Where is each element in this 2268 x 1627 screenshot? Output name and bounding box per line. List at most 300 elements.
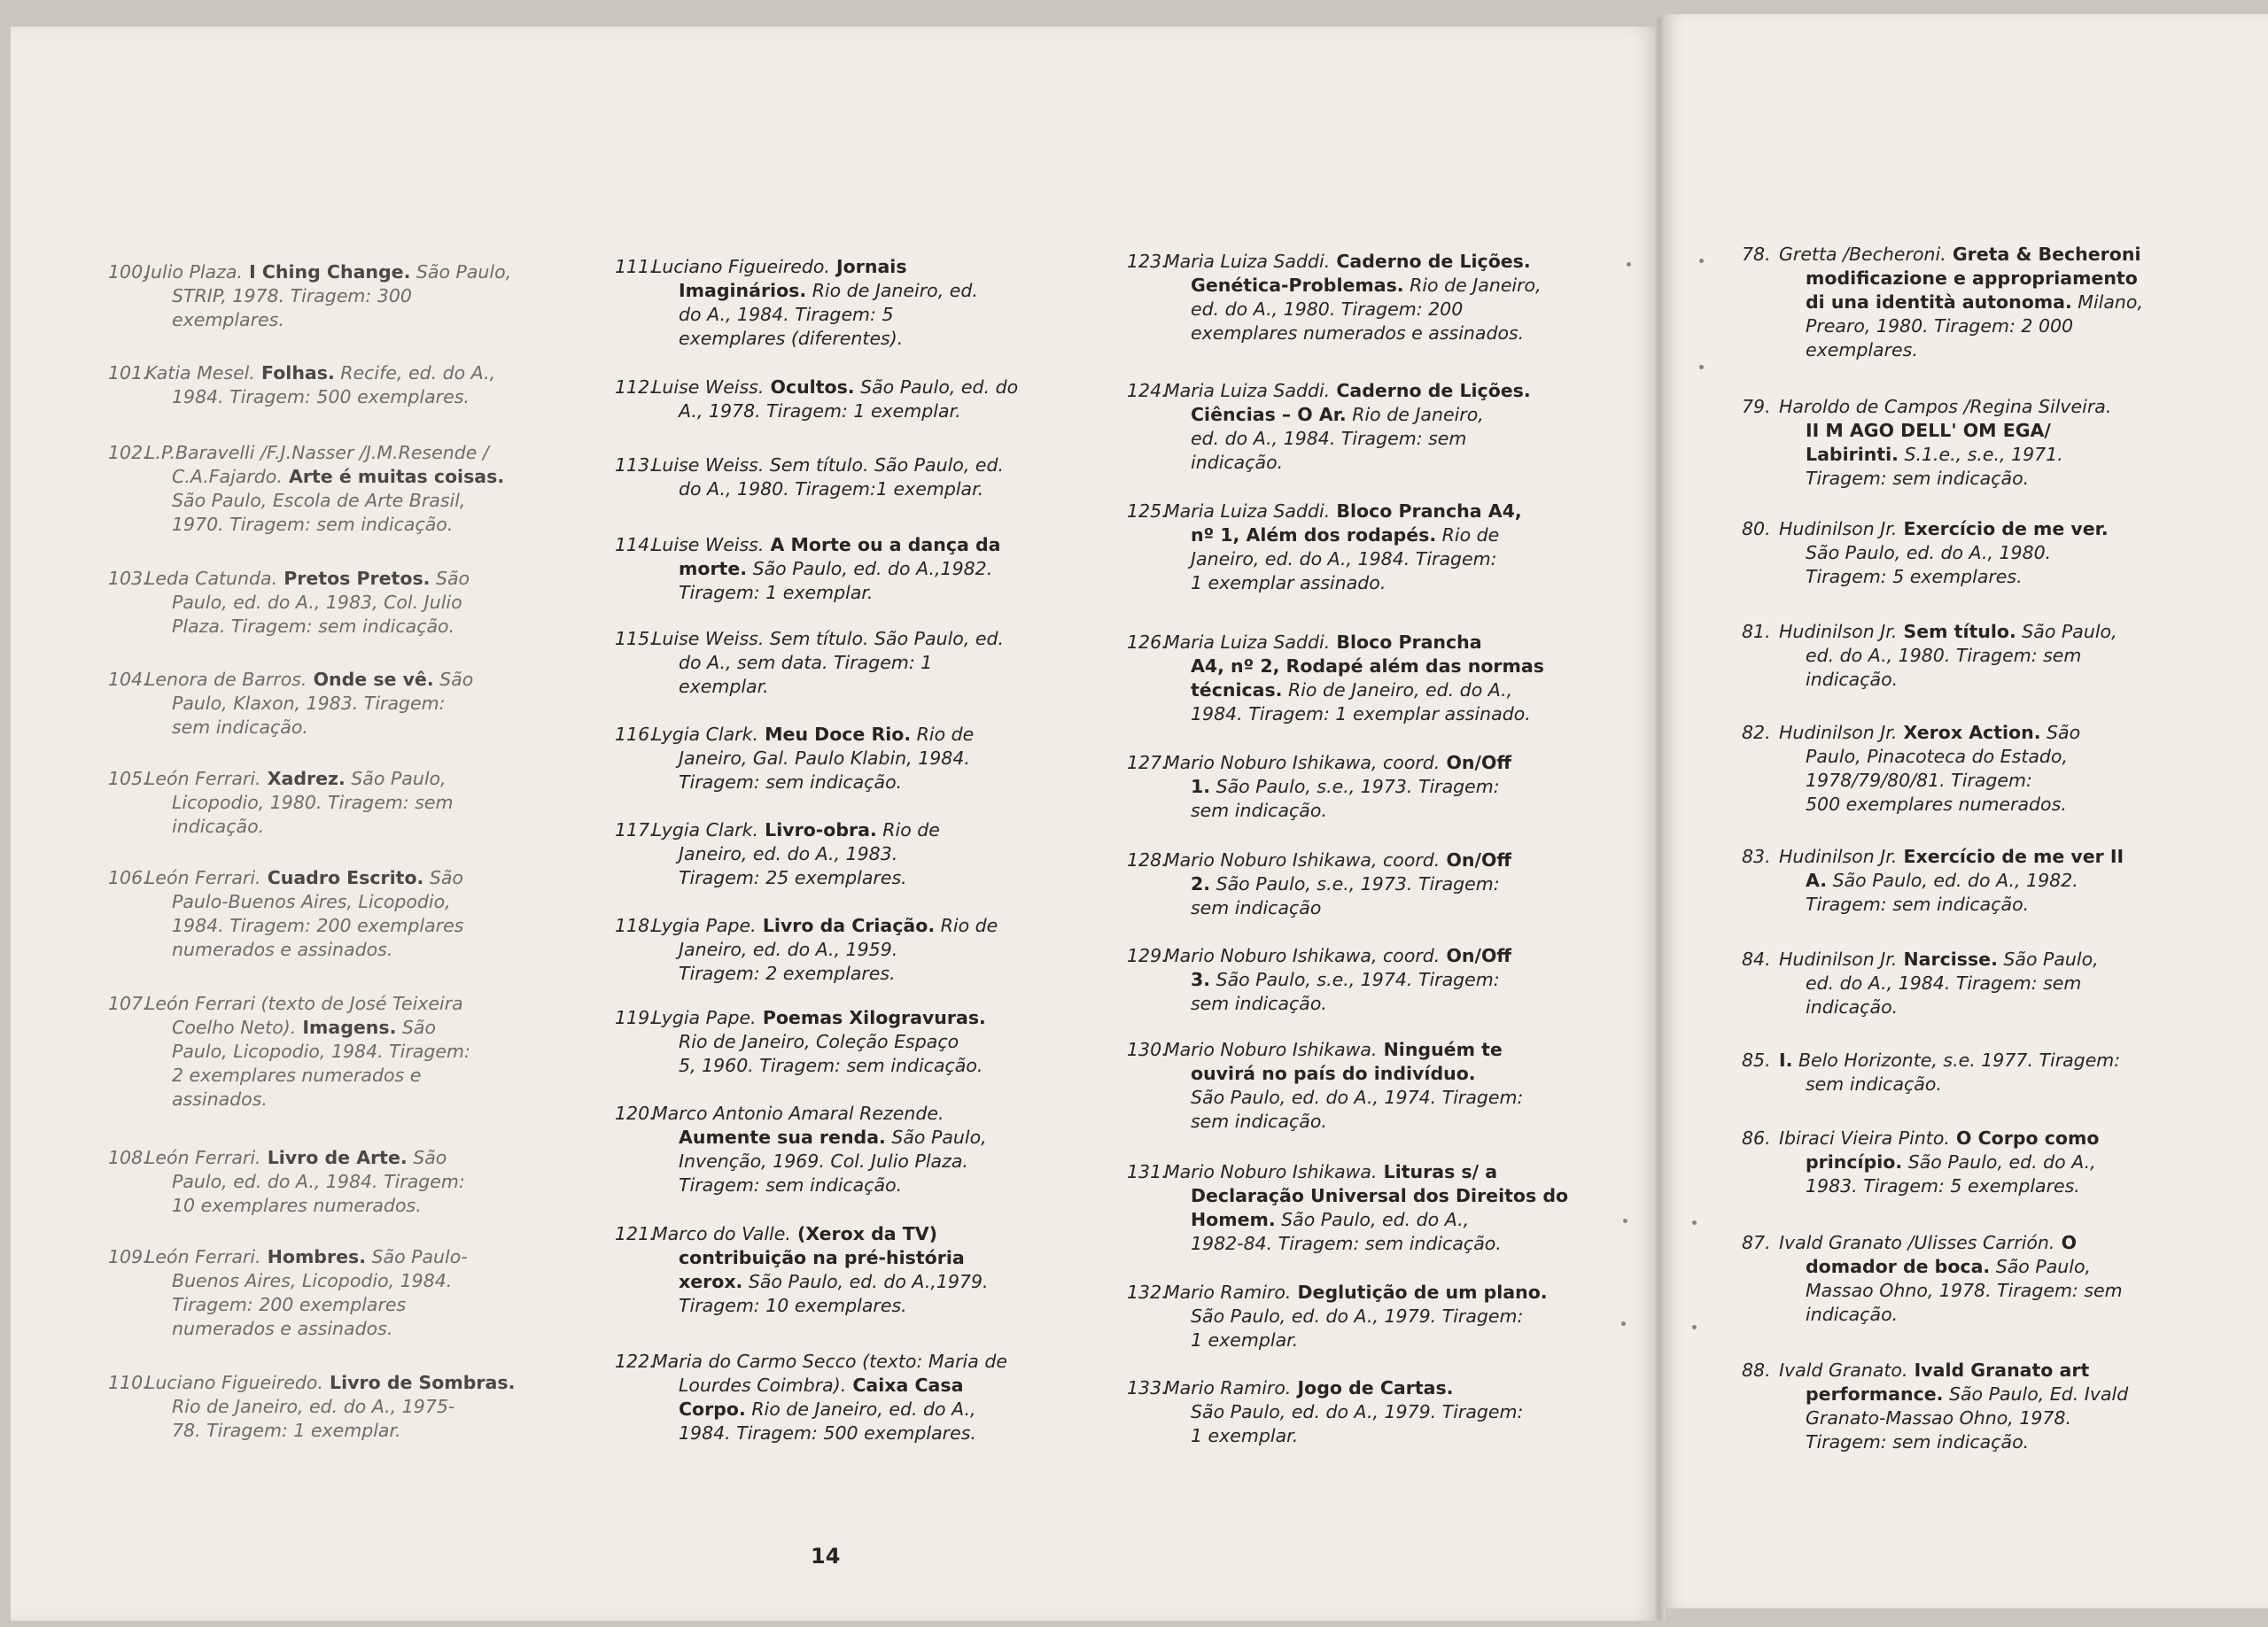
entry-detail: exemplares numerados e assinados. bbox=[1191, 322, 1525, 344]
entry-number: 125. bbox=[1127, 500, 1168, 522]
entry-text bbox=[652, 627, 1004, 699]
entry-line bbox=[145, 361, 495, 385]
entry-line bbox=[1164, 1086, 1523, 1110]
entry-detail: Janeiro, ed. do A., 1959. bbox=[679, 939, 898, 960]
entry-line bbox=[145, 692, 473, 716]
entry-line bbox=[652, 1126, 987, 1150]
entry-text bbox=[145, 1371, 515, 1443]
entry-line bbox=[652, 651, 1004, 675]
entry-number: 80. bbox=[1742, 518, 1771, 539]
entry-detail: Ivald Granato. bbox=[1779, 1360, 1908, 1381]
entry-detail: A., 1978. Tiragem: 1 exemplar. bbox=[679, 400, 961, 422]
entry-detail: Luise Weiss. bbox=[652, 534, 765, 555]
entry-detail: Haroldo de Campos /Regina Silveira. bbox=[1779, 396, 2112, 417]
entry-text bbox=[1164, 250, 1542, 345]
entry-detail: ed. do A., 1984. Tiragem: sem bbox=[1191, 428, 1467, 449]
entry-line bbox=[145, 1040, 470, 1064]
entry-text bbox=[1164, 1160, 1568, 1256]
entry-line bbox=[145, 284, 511, 308]
entry-text bbox=[1779, 1049, 2120, 1096]
entry-detail: numerados e assinados. bbox=[172, 939, 393, 960]
entry-detail: Rio de Janeiro, Coleção Espaço bbox=[679, 1031, 959, 1052]
entry-line bbox=[145, 716, 473, 740]
entry-detail: Plaza. Tiragem: sem indicação. bbox=[172, 616, 455, 637]
entry-detail: Luise Weiss. Sem título. São Paulo, ed. bbox=[652, 454, 1004, 476]
entry-detail: 1982-84. Tiragem: sem indicação. bbox=[1191, 1233, 1502, 1254]
entry-line bbox=[1779, 1073, 2120, 1096]
bibliography-entry bbox=[108, 767, 453, 839]
entry-detail: Lygia Clark. bbox=[652, 724, 758, 745]
entry-detail: São Paulo, bbox=[885, 1127, 987, 1148]
entry-detail: Rio de Janeiro, ed. bbox=[806, 280, 978, 301]
entry-title: On/Off bbox=[1440, 849, 1512, 871]
entry-line bbox=[652, 1246, 989, 1270]
entry-title: Exercício de me ver II bbox=[1897, 846, 2124, 867]
entry-title: performance. bbox=[1806, 1383, 1944, 1405]
bibliography-entry bbox=[1127, 631, 1544, 726]
bibliography-entry bbox=[108, 567, 470, 639]
entry-detail: São Paulo, s.e., 1973. Tiragem: bbox=[1210, 873, 1500, 895]
entry-line bbox=[1164, 1062, 1523, 1086]
entry-line bbox=[1779, 1430, 2128, 1454]
entry-number: 113. bbox=[615, 454, 656, 476]
entry-detail: León Ferrari. bbox=[145, 1147, 261, 1168]
entry-line bbox=[1779, 1127, 2099, 1151]
entry-line bbox=[1779, 1231, 2123, 1255]
entry-detail: ed. do A., 1980. Tiragem: sem bbox=[1806, 645, 2082, 666]
entry-title: Livro de Sombras. bbox=[322, 1372, 516, 1393]
entry-line bbox=[1164, 403, 1531, 427]
entry-detail: Mario Ramiro. bbox=[1164, 1377, 1292, 1398]
entry-line bbox=[1164, 775, 1511, 799]
bibliography-entry bbox=[1742, 1049, 2120, 1096]
bibliography-entry bbox=[1127, 848, 1511, 920]
entry-line bbox=[145, 914, 463, 938]
entry-text bbox=[145, 866, 463, 962]
entry-title: domador de boca. bbox=[1806, 1256, 1991, 1277]
entry-text bbox=[145, 767, 453, 839]
entry-number: 88. bbox=[1742, 1360, 1771, 1381]
bibliography-entry bbox=[108, 1371, 515, 1443]
entry-detail: indicação. bbox=[1191, 452, 1284, 473]
entry-detail: Tiragem: 10 exemplares. bbox=[679, 1295, 907, 1316]
entry-detail: Rio de bbox=[911, 724, 975, 745]
bibliography-entry bbox=[1742, 620, 2117, 692]
entry-line bbox=[145, 1064, 470, 1088]
entry-line bbox=[1779, 1359, 2128, 1383]
entry-line bbox=[1779, 267, 2143, 291]
entry-detail: Rio de bbox=[876, 819, 940, 841]
entry-line bbox=[1779, 996, 2099, 1019]
entry-number: 103. bbox=[108, 568, 149, 589]
entry-text bbox=[652, 1006, 986, 1078]
entry-number: 127. bbox=[1127, 752, 1168, 773]
entry-title: O bbox=[2054, 1232, 2078, 1253]
margin-mark bbox=[1699, 259, 1704, 263]
entry-title: Imaginários. bbox=[679, 280, 807, 301]
bibliography-entry bbox=[1742, 721, 2080, 817]
entry-detail: Tiragem: sem indicação. bbox=[1806, 894, 2030, 915]
entry-line bbox=[1779, 972, 2099, 996]
entry-line bbox=[652, 1374, 1007, 1398]
entry-detail: sem indicação. bbox=[1806, 1073, 1942, 1095]
entry-line bbox=[1164, 1400, 1523, 1424]
entry-line bbox=[1164, 992, 1511, 1016]
entry-number: 87. bbox=[1742, 1232, 1771, 1253]
entry-number: 121. bbox=[615, 1223, 656, 1244]
entry-detail: C.A.Fajardo. bbox=[172, 466, 283, 487]
entry-line bbox=[1164, 379, 1531, 403]
entry-detail: do A., sem data. Tiragem: 1 bbox=[679, 652, 933, 673]
entry-title: Labirinti. bbox=[1806, 444, 1899, 465]
entry-title: 3. bbox=[1191, 969, 1211, 990]
entry-line bbox=[1164, 655, 1544, 678]
entry-title: Caixa Casa bbox=[846, 1375, 964, 1396]
entry-title: Folhas. bbox=[254, 362, 335, 384]
entry-detail: São bbox=[2040, 722, 2081, 743]
entry-line bbox=[652, 914, 998, 938]
entry-line bbox=[652, 303, 978, 327]
entry-line bbox=[652, 477, 1004, 501]
entry-line bbox=[1779, 644, 2117, 668]
entry-text bbox=[1779, 1231, 2123, 1327]
entry-detail: São bbox=[433, 669, 474, 690]
entry-text bbox=[652, 453, 1004, 501]
entry-detail: São Paulo, ed. do A., 1980. bbox=[1806, 542, 2052, 563]
entry-detail: do A., 1984. Tiragem: 5 bbox=[679, 304, 894, 325]
entry-number: 102. bbox=[108, 442, 149, 463]
entry-detail: Mario Noburo Ishikawa, coord. bbox=[1164, 849, 1441, 871]
entry-text bbox=[1779, 721, 2080, 817]
entry-title: Deglutição de um plano. bbox=[1291, 1282, 1548, 1303]
bibliography-entry bbox=[1742, 1359, 2128, 1454]
entry-detail: São Paulo, ed. do A., 1979. Tiragem: bbox=[1191, 1305, 1524, 1327]
margin-mark bbox=[1699, 365, 1704, 369]
bibliography-entry bbox=[1127, 944, 1511, 1016]
entry-line bbox=[145, 489, 504, 513]
margin-mark bbox=[1623, 1219, 1627, 1223]
entry-line bbox=[145, 260, 511, 284]
entry-line bbox=[652, 675, 1004, 699]
entry-number: 133. bbox=[1127, 1377, 1168, 1398]
entry-detail: Hudinilson Jr. bbox=[1779, 949, 1898, 970]
entry-detail: São Paulo, bbox=[1997, 949, 2099, 970]
entry-detail: Invenção, 1969. Col. Julio Plaza. bbox=[679, 1151, 968, 1172]
entry-detail: Coelho Neto). bbox=[172, 1017, 297, 1038]
entry-line bbox=[145, 1245, 468, 1269]
entry-title: Jogo de Cartas. bbox=[1291, 1377, 1454, 1398]
bibliography-entry bbox=[615, 1102, 987, 1197]
bibliography-entry bbox=[108, 866, 463, 962]
entry-line bbox=[145, 1146, 465, 1170]
entry-text bbox=[145, 1146, 465, 1218]
entry-detail: Katia Mesel. bbox=[145, 362, 255, 384]
entry-title: Livro da Criação. bbox=[756, 915, 936, 936]
bibliography-entry bbox=[1127, 250, 1542, 345]
entry-detail: 1970. Tiragem: sem indicação. bbox=[172, 514, 454, 535]
bibliography-entry bbox=[615, 723, 974, 794]
entry-detail: Julio Plaza. bbox=[145, 261, 243, 283]
bibliography-entry bbox=[1127, 379, 1531, 475]
entry-text bbox=[1164, 751, 1511, 823]
entry-detail: 500 exemplares numerados. bbox=[1806, 794, 2067, 815]
bibliography-entry bbox=[108, 668, 473, 740]
entry-line bbox=[1779, 467, 2111, 491]
entry-line bbox=[652, 723, 974, 747]
entry-detail: León Ferrari. bbox=[145, 768, 261, 789]
entry-detail: Rio de Janeiro, bbox=[1346, 404, 1484, 425]
entry-line bbox=[145, 1293, 468, 1317]
entry-number: 105. bbox=[108, 768, 149, 789]
entry-title: Livro-obra. bbox=[758, 819, 877, 841]
entry-detail: Tiragem: 1 exemplar. bbox=[679, 582, 874, 603]
entry-detail: São Paulo, bbox=[1990, 1256, 2092, 1277]
entry-detail: exemplares. bbox=[172, 309, 284, 330]
entry-line bbox=[652, 581, 1000, 605]
entry-detail: Maria do Carmo Secco (texto: Maria de bbox=[652, 1351, 1007, 1372]
entry-detail: Maria Luiza Saddi. bbox=[1164, 631, 1331, 653]
entry-detail: São bbox=[430, 568, 470, 589]
bibliography-entry bbox=[1742, 1231, 2123, 1327]
entry-line bbox=[1779, 793, 2080, 817]
entry-text bbox=[1779, 1359, 2128, 1454]
entry-detail: Paulo, Klaxon, 1983. Tiragem: bbox=[172, 693, 446, 714]
entry-number: 132. bbox=[1127, 1282, 1168, 1303]
entry-detail: Janeiro, ed. do A., 1984. Tiragem: bbox=[1191, 548, 1497, 569]
entry-detail: sem indicação. bbox=[172, 717, 308, 738]
entry-detail: São bbox=[423, 867, 463, 888]
entry-number: 114. bbox=[615, 534, 656, 555]
entry-line bbox=[1779, 1406, 2128, 1430]
entry-text bbox=[1779, 620, 2117, 692]
entry-line bbox=[1779, 565, 2109, 589]
bibliography-entry bbox=[615, 1350, 1007, 1445]
entry-line bbox=[652, 453, 1004, 477]
entry-line bbox=[1164, 500, 1522, 523]
margin-mark bbox=[1692, 1220, 1697, 1225]
entry-title: nº 1, Além dos rodapés. bbox=[1191, 524, 1437, 546]
entry-line bbox=[652, 962, 998, 986]
entry-line bbox=[652, 1350, 1007, 1374]
entry-line bbox=[1779, 620, 2117, 644]
entry-detail: L.P.Baravelli /F.J.Nasser /J.M.Resende / bbox=[145, 442, 489, 463]
entry-title: Corpo. bbox=[679, 1398, 746, 1420]
entry-detail: Tiragem: 200 exemplares bbox=[172, 1294, 407, 1315]
entry-line bbox=[1164, 571, 1522, 595]
entry-detail: Luciano Figueiredo. bbox=[145, 1372, 323, 1393]
entry-detail: assinados. bbox=[172, 1089, 268, 1110]
bibliography-entry bbox=[615, 818, 940, 890]
entry-line bbox=[652, 1150, 987, 1174]
entry-line bbox=[145, 1395, 515, 1419]
entry-detail: Mario Noburo Ishikawa, coord. bbox=[1164, 945, 1441, 966]
page-number: 14 bbox=[811, 1544, 841, 1569]
entry-detail: indicação. bbox=[1806, 996, 1899, 1018]
entry-line bbox=[1779, 745, 2080, 769]
entry-number: 110. bbox=[108, 1372, 149, 1393]
entry-detail: Maria Luiza Saddi. bbox=[1164, 251, 1331, 272]
entry-detail: 1 exemplar. bbox=[1191, 1425, 1299, 1446]
entry-detail: São Paulo, s.e., 1974. Tiragem: bbox=[1210, 969, 1500, 990]
entry-detail: São Paulo- bbox=[365, 1246, 468, 1267]
entry-title: Xadrez. bbox=[260, 768, 346, 789]
entry-detail: indicação. bbox=[1806, 1304, 1899, 1325]
entry-text bbox=[145, 441, 504, 537]
entry-detail: Maria Luiza Saddi. bbox=[1164, 380, 1331, 401]
entry-line bbox=[1779, 1049, 2120, 1073]
entry-title: I Ching Change. bbox=[242, 261, 411, 283]
entry-line bbox=[1164, 1376, 1523, 1400]
entry-line bbox=[145, 513, 504, 537]
entry-text bbox=[1779, 948, 2099, 1019]
entry-line bbox=[1164, 1110, 1523, 1134]
entry-title: Xerox Action. bbox=[1897, 722, 2041, 743]
entry-detail: Ibiraci Vieira Pinto. bbox=[1779, 1127, 1950, 1149]
entry-detail: 1983. Tiragem: 5 exemplares. bbox=[1806, 1175, 2080, 1197]
entry-title: contribuição na pré-história bbox=[679, 1247, 965, 1268]
bibliography-entry bbox=[615, 1222, 989, 1318]
entry-line bbox=[1164, 944, 1511, 968]
entry-detail: Rio de Janeiro, ed. do A., bbox=[745, 1398, 976, 1420]
entry-detail: Lygia Pape. bbox=[652, 915, 757, 936]
entry-title: ouvirá no país do indivíduo. bbox=[1191, 1063, 1476, 1084]
entry-line bbox=[1164, 250, 1542, 274]
entry-number: 82. bbox=[1742, 722, 1771, 743]
entry-detail: São Paulo, ed. do A.,1979. bbox=[742, 1271, 989, 1292]
entry-line bbox=[652, 557, 1000, 581]
entry-line bbox=[1164, 968, 1511, 992]
entry-detail: São bbox=[396, 1017, 437, 1038]
entry-detail: São Paulo, ed. do A., 1979. Tiragem: bbox=[1191, 1401, 1524, 1422]
entry-number: 83. bbox=[1742, 846, 1771, 867]
entry-line bbox=[145, 866, 463, 890]
entry-detail: Tiragem: sem indicação. bbox=[679, 1174, 903, 1196]
entry-detail: indicação. bbox=[1806, 669, 1899, 690]
entry-detail: León Ferrari (texto de José Teixeira bbox=[145, 993, 463, 1014]
entry-line bbox=[145, 767, 453, 791]
bibliography-entry bbox=[1742, 948, 2099, 1019]
entry-detail: Paulo, ed. do A., 1983, Col. Julio bbox=[172, 592, 462, 613]
entry-line bbox=[145, 1269, 468, 1293]
entry-line bbox=[1779, 893, 2124, 917]
entry-line bbox=[145, 938, 463, 962]
entry-line bbox=[652, 1102, 987, 1126]
entry-title: Bloco Prancha bbox=[1330, 631, 1482, 653]
entry-number: 123. bbox=[1127, 251, 1168, 272]
entry-title: On/Off bbox=[1440, 945, 1512, 966]
entry-detail: sem indicação bbox=[1191, 897, 1322, 918]
entry-number: 79. bbox=[1742, 396, 1771, 417]
entry-text bbox=[652, 1350, 1007, 1445]
entry-detail: Tiragem: 25 exemplares. bbox=[679, 867, 907, 888]
entry-detail: Hudinilson Jr. bbox=[1779, 621, 1898, 642]
entry-detail: indicação. bbox=[172, 816, 265, 837]
entry-line bbox=[1779, 291, 2143, 314]
entry-number: 131. bbox=[1127, 1161, 1168, 1182]
entry-text bbox=[1779, 1127, 2099, 1198]
bibliography-entry bbox=[1127, 1160, 1568, 1256]
entry-detail: São bbox=[407, 1147, 447, 1168]
entry-detail: São Paulo, bbox=[345, 768, 447, 789]
bibliography-entry bbox=[108, 441, 504, 537]
bibliography-entry bbox=[1742, 395, 2111, 491]
entry-detail: 78. Tiragem: 1 exemplar. bbox=[172, 1420, 401, 1441]
entry-detail: Tiragem: 2 exemplares. bbox=[679, 963, 896, 984]
entry-number: 129. bbox=[1127, 945, 1168, 966]
entry-detail: 1978/79/80/81. Tiragem: bbox=[1806, 770, 2032, 791]
bibliography-entry bbox=[615, 255, 978, 351]
entry-line bbox=[1164, 848, 1511, 872]
entry-detail: 1984. Tiragem: 1 exemplar assinado. bbox=[1191, 703, 1531, 724]
entry-line bbox=[1779, 419, 2111, 443]
entry-text bbox=[1164, 1376, 1523, 1448]
entry-line bbox=[652, 938, 998, 962]
entry-detail: Janeiro, ed. do A., 1983. bbox=[679, 843, 898, 864]
entry-number: 84. bbox=[1742, 949, 1771, 970]
entry-title: Cuadro Escrito. bbox=[260, 867, 424, 888]
entry-title: Imagens. bbox=[296, 1017, 397, 1038]
bibliography-entry bbox=[108, 361, 495, 409]
entry-line bbox=[652, 533, 1000, 557]
bibliography-entry bbox=[1127, 1281, 1548, 1352]
entry-number: 108. bbox=[108, 1147, 149, 1168]
bibliography-entry bbox=[615, 914, 998, 986]
entry-detail: exemplares. bbox=[1806, 339, 1918, 360]
entry-detail: sem indicação. bbox=[1191, 993, 1327, 1014]
entry-line bbox=[1779, 443, 2111, 467]
entry-line bbox=[652, 1054, 986, 1078]
entry-detail: S.1.e., s.e., 1971. bbox=[1898, 444, 2063, 465]
entry-title: II M AGO DELL' OM EGA/ bbox=[1806, 420, 2051, 441]
entry-detail: Rio de Janeiro, bbox=[1403, 275, 1542, 296]
entry-title: técnicas. bbox=[1191, 679, 1283, 701]
entry-detail: Tiragem: sem indicação. bbox=[1806, 468, 2030, 489]
entry-line bbox=[145, 1016, 470, 1040]
entry-title: Onde se vê. bbox=[307, 669, 434, 690]
entry-detail: São Paulo, bbox=[410, 261, 512, 283]
entry-title: Ninguém te bbox=[1377, 1039, 1503, 1060]
entry-detail: São Paulo, ed. do A., 1974. Tiragem: bbox=[1191, 1087, 1524, 1108]
entry-text bbox=[145, 361, 495, 409]
entry-line bbox=[1779, 1303, 2123, 1327]
entry-detail: STRIP, 1978. Tiragem: 300 bbox=[172, 285, 412, 306]
bibliography-entry bbox=[1742, 243, 2143, 362]
entry-title: Arte é muitas coisas. bbox=[282, 466, 505, 487]
entry-detail: Hudinilson Jr. bbox=[1779, 518, 1898, 539]
entry-detail: ed. do A., 1980. Tiragem: 200 bbox=[1191, 298, 1464, 320]
entry-title: Caderno de Lições. bbox=[1330, 380, 1531, 401]
entry-detail: Lygia Clark. bbox=[652, 819, 758, 841]
entry-line bbox=[652, 1294, 989, 1318]
entry-number: 118. bbox=[615, 915, 656, 936]
entry-line bbox=[145, 308, 511, 332]
entry-line bbox=[652, 1222, 989, 1246]
entry-detail: do A., 1980. Tiragem:1 exemplar. bbox=[679, 478, 984, 500]
bibliography-entry bbox=[108, 260, 511, 332]
entry-detail: Hudinilson Jr. bbox=[1779, 846, 1898, 867]
entry-detail: Rio de Janeiro, ed. do A., bbox=[1282, 679, 1513, 701]
entry-detail: Ivald Granato /Ulisses Carrión. bbox=[1779, 1232, 2055, 1253]
entry-detail: exemplar. bbox=[679, 676, 769, 697]
bibliography-entry bbox=[1742, 517, 2109, 589]
entry-line bbox=[1164, 427, 1531, 451]
entry-line bbox=[1164, 751, 1511, 775]
entry-detail: ed. do A., 1984. Tiragem: sem bbox=[1806, 972, 2082, 994]
bibliography-entry bbox=[108, 1146, 465, 1218]
entry-detail: Gretta /Becheroni. bbox=[1779, 244, 1946, 265]
entry-detail: Lourdes Coimbra). bbox=[679, 1375, 847, 1396]
entry-title: princípio. bbox=[1806, 1151, 1903, 1173]
